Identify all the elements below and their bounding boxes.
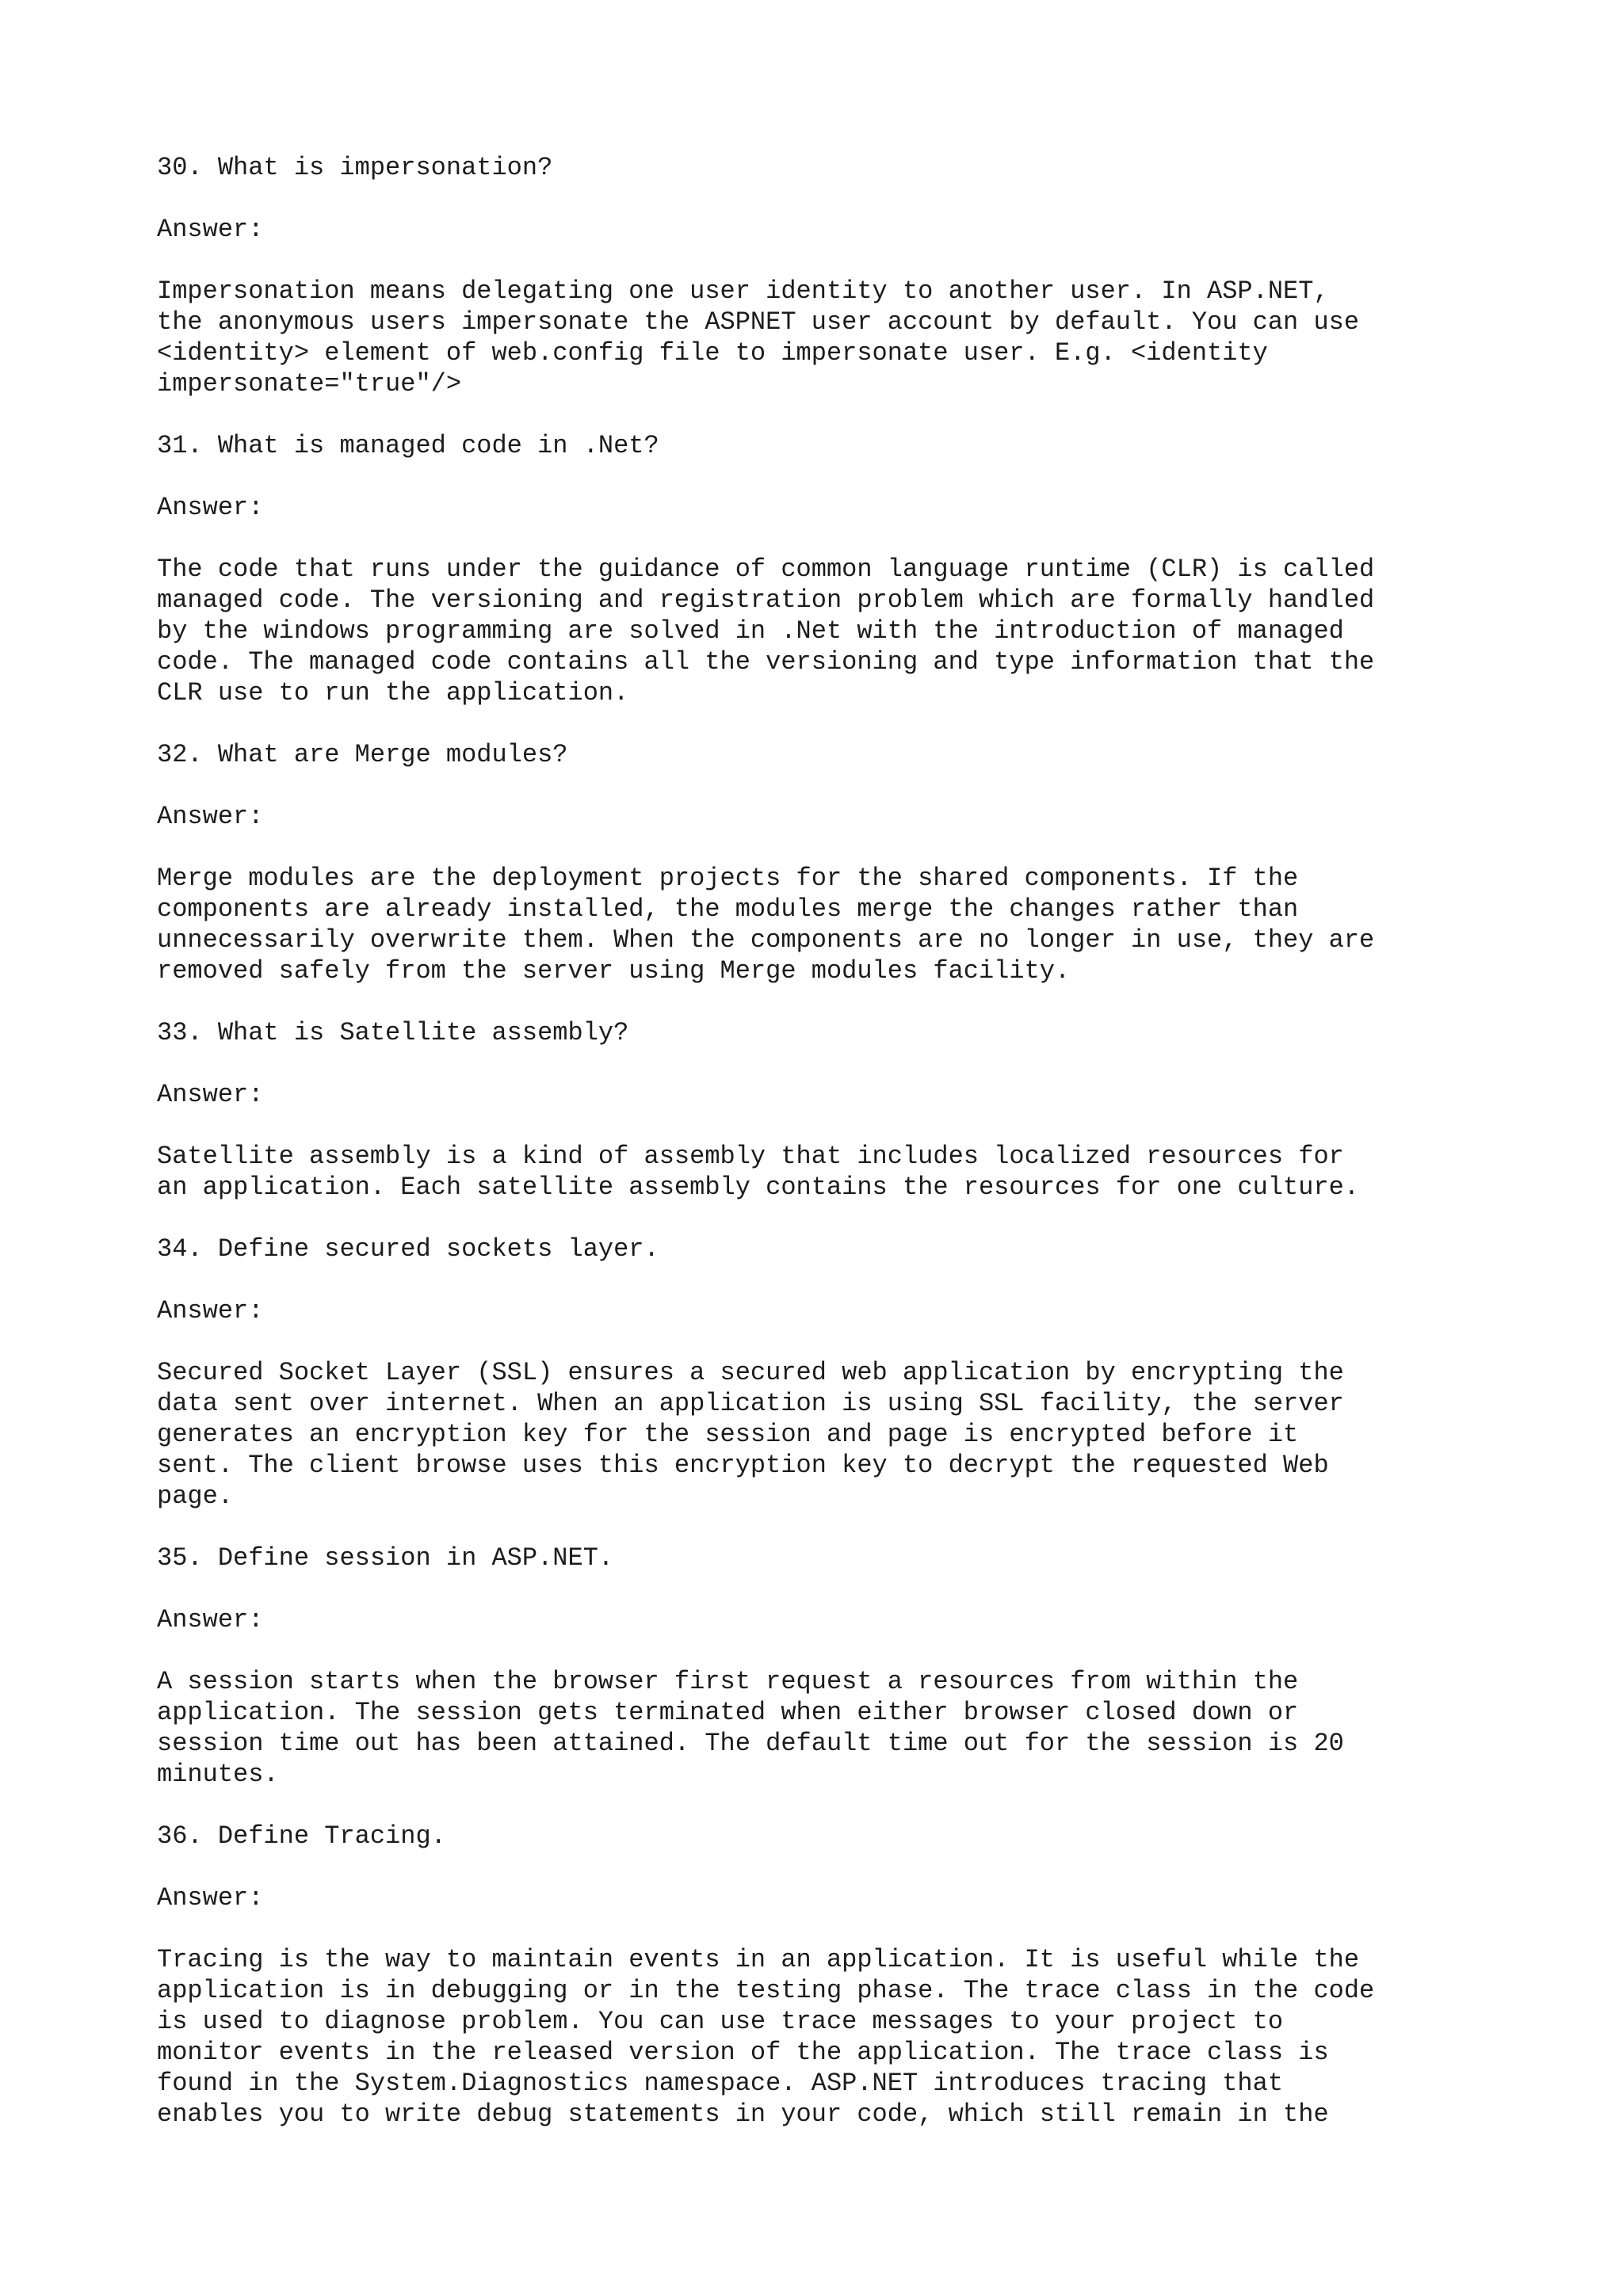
qa-block — [157, 1821, 1504, 2130]
question-heading: 32. What are Merge modules? — [157, 740, 568, 769]
answer-line: monitor events in the released version of the application. The trace class is — [157, 2038, 1329, 2067]
answer-line: components are already installed, the modules merge the changes rather than — [157, 894, 1299, 924]
answer-line: generates an encryption key for the session and page is encrypted before it — [157, 1420, 1299, 1449]
answer-text — [157, 1357, 1504, 1512]
document-page — [157, 152, 1504, 2161]
answer-line: session time out has been attained. The default time out for the session is 20 — [157, 1729, 1344, 1758]
question-heading: 33. What is Satellite assembly? — [157, 1018, 629, 1047]
answer-line: managed code. The versioning and registration problem which are formally handled — [157, 585, 1375, 615]
answer-line: Tracing is the way to maintain events in an application. It is useful while the — [157, 1945, 1360, 1974]
answer-line: the anonymous users impersonate the ASPNET user account by default. You can use — [157, 307, 1360, 337]
qa-block — [157, 152, 1504, 399]
answer-text — [157, 554, 1504, 708]
answer-label: Answer: — [157, 802, 264, 831]
question-heading: 35. Define session in ASP.NET. — [157, 1543, 614, 1573]
answer-line: sent. The client browse uses this encryption key to decrypt the requested Web — [157, 1451, 1329, 1480]
answer-line: code. The managed code contains all the versioning and type information that the — [157, 647, 1375, 677]
answer-line: application. The session gets terminated when either browser closed down or — [157, 1698, 1299, 1727]
answer-line: unnecessarily overwrite them. When the components are no longer in use, they are — [157, 925, 1375, 955]
qa-block — [157, 1017, 1504, 1203]
answer-line: Secured Socket Layer (SSL) ensures a secured web application by encrypting the — [157, 1358, 1344, 1387]
answer-text — [157, 1666, 1504, 1790]
question-heading: 36. Define Tracing. — [157, 1821, 446, 1851]
answer-line: page. — [157, 1482, 234, 1511]
answer-label: Answer: — [157, 215, 264, 244]
answer-line: application is in debugging or in the testing phase. The trace class in the code — [157, 1976, 1375, 2005]
answer-line: Impersonation means delegating one user identity to another user. In ASP.NET, — [157, 277, 1329, 306]
answer-line: removed safely from the server using Merge modules facility. — [157, 956, 1071, 986]
question-heading: 30. What is impersonation? — [157, 153, 553, 182]
qa-block — [157, 1543, 1504, 1790]
question-heading: 31. What is managed code in .Net? — [157, 431, 659, 460]
answer-label: Answer: — [157, 1883, 264, 1913]
answer-line: by the windows programming are solved in .Net with the introduction of managed — [157, 616, 1344, 646]
answer-line: found in the System.Diagnostics namespace. ASP.NET introduces tracing that — [157, 2069, 1284, 2098]
answer-text — [157, 1141, 1504, 1203]
answer-line: data sent over internet. When an application is using SSL facility, the server — [157, 1389, 1344, 1418]
answer-text — [157, 1944, 1504, 2130]
answer-text — [157, 276, 1504, 399]
answer-label: Answer: — [157, 1605, 264, 1634]
answer-line: CLR use to run the application. — [157, 678, 629, 707]
answer-line: <identity> element of web.config file to impersonate user. E.g. <identity — [157, 338, 1268, 368]
answer-text — [157, 863, 1504, 986]
question-heading: 34. Define secured sockets layer. — [157, 1234, 659, 1264]
answer-label: Answer: — [157, 1080, 264, 1109]
answer-label: Answer: — [157, 1296, 264, 1325]
answer-line: impersonate="true"/> — [157, 369, 462, 399]
answer-line: Satellite assembly is a kind of assembly that includes localized resources for — [157, 1142, 1344, 1171]
answer-line: A session starts when the browser first request a resources from within the — [157, 1667, 1299, 1696]
answer-label: Answer: — [157, 493, 264, 522]
answer-line: enables you to write debug statements in your code, which still remain in the — [157, 2100, 1329, 2129]
answer-line: minutes. — [157, 1760, 279, 1789]
qa-block — [157, 1234, 1504, 1512]
answer-line: is used to diagnose problem. You can use trace messages to your project to — [157, 2007, 1284, 2036]
answer-line: The code that runs under the guidance of common language runtime (CLR) is called — [157, 555, 1375, 584]
qa-block — [157, 430, 1504, 708]
answer-line: an application. Each satellite assembly contains the resources for one culture. — [157, 1173, 1360, 1202]
qa-block — [157, 739, 1504, 986]
answer-line: Merge modules are the deployment projects for the shared components. If the — [157, 864, 1299, 893]
